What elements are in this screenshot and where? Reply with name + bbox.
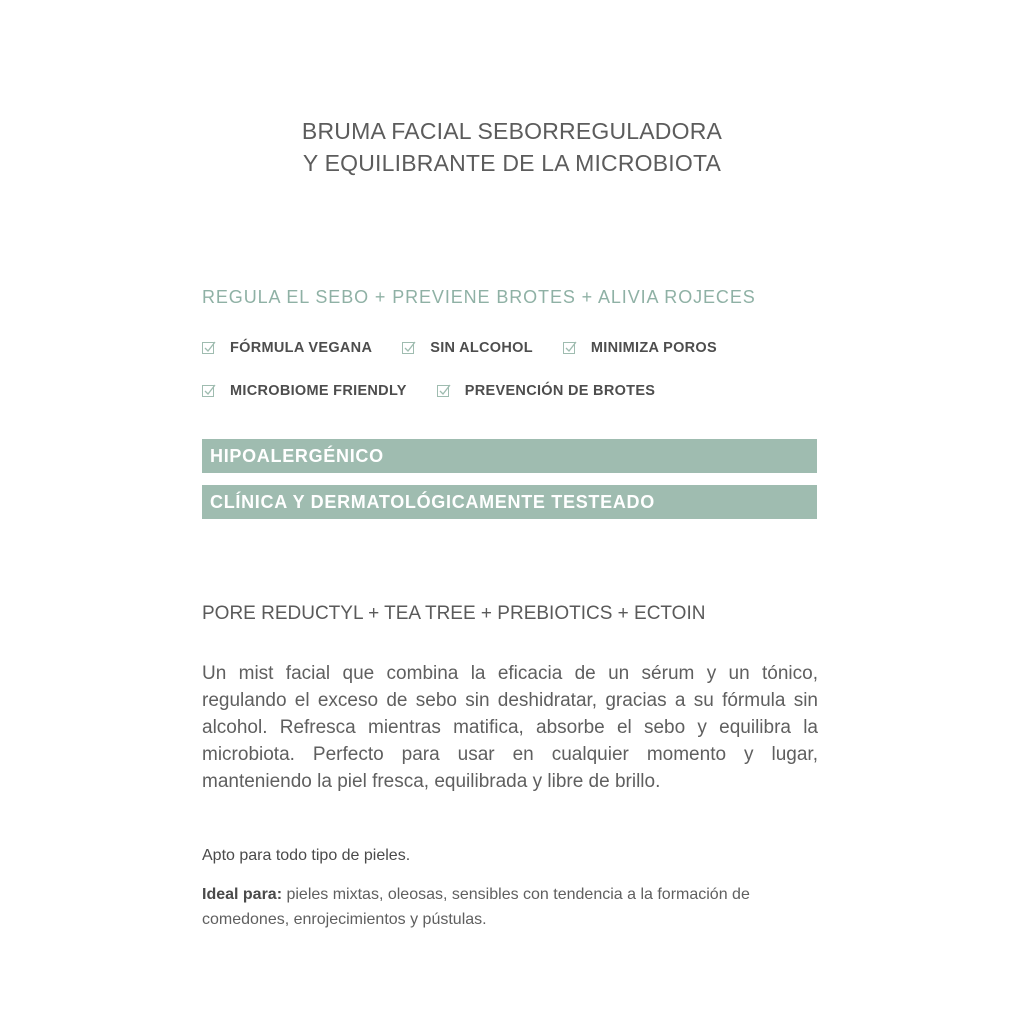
checkbox-checked-icon — [437, 384, 451, 398]
tested-band: CLÍNICA Y DERMATOLÓGICAMENTE TESTEADO — [202, 485, 817, 519]
features-row-2 — [202, 383, 685, 399]
checkbox-checked-icon — [202, 384, 216, 398]
feature-label: MINIMIZA POROS — [590, 340, 717, 356]
feature-item — [202, 383, 407, 399]
suitability-text: Apto para todo tipo de pieles. — [202, 847, 411, 864]
feature-item — [437, 383, 656, 399]
feature-label: PREVENCIÓN DE BROTES — [464, 383, 656, 399]
checkbox-checked-icon — [563, 341, 577, 355]
hypoallergenic-band: HIPOALERGÉNICO — [202, 439, 817, 473]
ideal-for-value: pieles mixtas, oleosas, sensibles con tendencia a la formación de comedones, enrojecimientos y pústulas. — [202, 886, 750, 928]
features-row-1 — [202, 340, 747, 356]
checkbox-checked-icon — [402, 341, 416, 355]
ideal-for-text — [202, 882, 822, 932]
product-description: Un mist facial que combina la eficacia de un sérum y un tónico, regulando el exceso de sebo sin deshidratar, gracias a su fórmula sin alcohol. Refresca mientras matifica, absorbe el sebo y equilibra la microbiota. Perfecto para usar en cualquier momento y lugar, manteniendo la piel fresca, equilibrada y libre de brillo. — [202, 663, 818, 792]
ideal-for-label: Ideal para: — [202, 886, 283, 903]
feature-label: MICROBIOME FRIENDLY — [230, 383, 407, 399]
checkbox-checked-icon — [202, 341, 216, 355]
feature-item — [202, 340, 372, 356]
product-title — [0, 115, 1024, 179]
feature-item — [402, 340, 533, 356]
feature-item — [563, 340, 717, 356]
title-line-2: Y EQUILIBRANTE DE LA MICROBIOTA — [302, 150, 722, 176]
feature-label: SIN ALCOHOL — [430, 340, 533, 356]
title-line-1: BRUMA FACIAL SEBORREGULADORA — [301, 118, 723, 144]
feature-label: FÓRMULA VEGANA — [230, 340, 373, 356]
ingredients-line: PORE REDUCTYL + TEA TREE + PREBIOTICS + ECTOIN — [202, 603, 706, 624]
tagline: REGULA EL SEBO + PREVIENE BROTES + ALIVIA ROJECES — [202, 287, 756, 307]
